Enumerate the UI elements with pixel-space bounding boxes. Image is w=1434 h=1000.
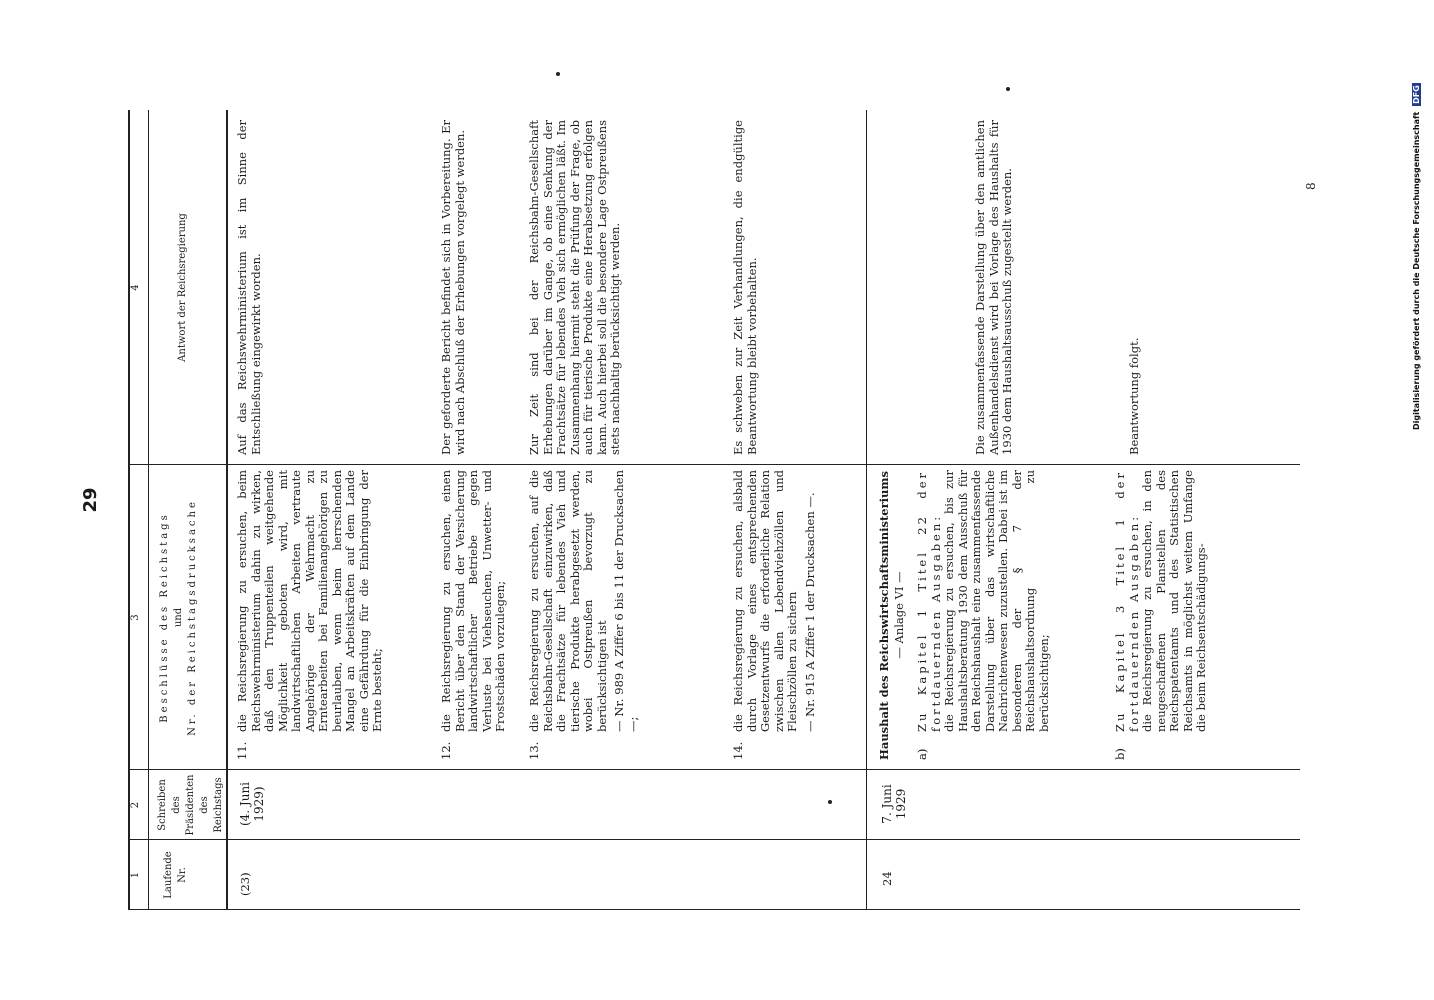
row-date: 7. Juni 1929: [880, 784, 908, 824]
entry-text: die Reichsregierung zu ersuchen, beim Reichswehrministerium dahin zu wirken, daß den Truppenteilen weitgehende Möglichkeit geboten wird, mit landwirtschaftlichen Arbeiten vertraute Angehörige der Wehrmacht zu Erntearbeiten bei Familienangehörigen zu beurlauben, wenn beim herrschenden Mangel an Arbeitskräften auf dem Lande eine Gefährdung für die Einbringung der Ernte besteht;: [235, 470, 384, 732]
answer-text: Zur Zeit sind bei der Reichsbahn-Gesellschaft Erhebungen darüber im Gange, ob eine Senkung der Frachtsätze für lebendes Vieh sich ermöglichen läßt. Im Zusammenhang hiermit steht die Prüfung der Frage, ob auch für tierische Produkte eine Herabsetzung erfolgen kann. Auch hierbei soll die besondere Lage Ostpreußens stets nachhaltig berücksichtigt werden.: [527, 120, 622, 455]
section-title: Haushalt des Reichswirtschaftsministeriums: [877, 470, 891, 760]
header-antwort: Antwort der Reichsregierung: [177, 213, 188, 362]
header-beschluesse: [158, 475, 200, 760]
digitization-credit: [1412, 10, 1421, 430]
col2-divider: [128, 769, 1300, 770]
header-schreiben: Schreiben des Präsidenten des Reichstags: [157, 774, 224, 836]
scan-speck: [556, 72, 560, 76]
col1-divider: [128, 839, 1300, 840]
entry-heading: Zu Kapitel 3 Titel 1 der fortdauernden Ausgaben:: [1113, 470, 1141, 732]
col3-divider: [128, 464, 1300, 465]
page-number: 29: [80, 487, 101, 513]
answer-text: Der geforderte Bericht befindet sich in Vorbereitung. Er wird nach Abschluß der Erhebungen vorgelegt werden.: [439, 120, 467, 455]
resolution-entry: [235, 470, 385, 760]
entry-letter: a): [915, 748, 929, 760]
resolution-entry: [439, 470, 508, 760]
entry-text: die Reichsregierung zu ersuchen, in den neugeschaffenen Planstellen des Reichspatentamts und des Statistischen Reichsamts in möglichst weitem Umfange die beim Reichsentschädigungs-: [1140, 470, 1208, 732]
col-number-1: 1: [130, 871, 141, 879]
entry-number: 11.: [235, 741, 249, 760]
credit-text: Digitalisierung gefördert durch die Deutsche Forschungsgemeinschaft: [1412, 111, 1421, 430]
resolutions-table: [128, 110, 1300, 910]
col-number-4: 4: [130, 284, 141, 291]
table-left-rule: [128, 909, 1300, 910]
resolution-entry: [731, 470, 817, 760]
section-subtitle: — Anlage VI —: [892, 571, 906, 659]
entry-heading: Zu Kapitel 1 Titel 22 der fortdauernden Ausgaben:: [915, 470, 943, 732]
dfg-logo: DFG: [1412, 85, 1421, 104]
colnum-rule: [148, 110, 149, 910]
row-lfd-number: 24: [880, 871, 894, 886]
header-beschluesse-line2: und: [173, 607, 184, 628]
entry-text: die Reichsregierung zu ersuchen, alsbald durch Vorlage eines entsprechenden Gesetzentwurfs die erforderliche Relation zwischen allen Lebendviehzöllen und Fleischzöllen zu sichern: [731, 470, 799, 732]
answer-text: Auf das Reichswehrministerium ist im Sinne der Entschließung eingewirkt worden.: [235, 120, 263, 455]
header-beschluesse-line1: Beschlüsse des Reichstags: [159, 512, 170, 723]
resolution-entry: [1113, 470, 1209, 760]
entry-text: die Reichsregierung zu ersuchen, auf die Reichsbahn-Gesellschaft einzuwirken, daß die Frachtsätze für lebendes Vieh und tierische Produkte herabgesetzt werden, wobei Ostpreußen bevorzugt zu berücksichtigen ist: [527, 470, 609, 732]
resolution-entry: [527, 470, 640, 760]
scan-speck: [1006, 87, 1010, 91]
col-number-2: 2: [130, 801, 141, 809]
entry-number: 13.: [527, 741, 541, 760]
entry-reference: — Nr. 989 A Ziffer 6 bis 11 der Drucksachen —;: [612, 470, 640, 732]
entry-number: 12.: [439, 741, 453, 760]
footer-number: 8: [1304, 182, 1318, 190]
row-divider: [866, 110, 867, 910]
entry-text: die Reichsregierung zu ersuchen, einen Bericht über den Stand der Versicherung landwirtschaftlicher Betriebe gegen Verluste bei Viehseuchen, Unwetter- und Frostschäden vorzulegen;: [439, 470, 507, 732]
answer-text: Es schweben zur Zeit Verhandlungen, die endgültige Beantwortung bleibt vorbehalten.: [731, 120, 759, 455]
col-number-3: 3: [130, 614, 141, 621]
header-beschluesse-line3: Nr. der Reichstagsdrucksache: [187, 499, 198, 736]
row-lfd-number: (23): [238, 872, 252, 896]
resolution-entry: [915, 470, 1051, 760]
header-rule: [226, 110, 228, 910]
header-lfd-nr: Laufende Nr.: [163, 851, 188, 899]
answer-text: Die zusammenfassende Darstellung über den amtlichen Außenhandelsdienst wird bei Vorlage des Haushalts für 1930 dem Haushaltsausschuß zugestellt werden.: [973, 120, 1014, 455]
entry-reference: — Nr. 915 A Ziffer 1 der Drucksachen —.: [802, 492, 817, 732]
row-date: (4. Juni 1929): [238, 781, 266, 827]
entry-number: 14.: [731, 741, 745, 760]
answer-text: Beantwortung folgt.: [1127, 337, 1141, 455]
entry-letter: b): [1113, 748, 1127, 760]
entry-text: die Reichsregierung zu ersuchen, bis zur Haushaltsberatung 1930 dem Ausschuß für den Reichshaushalt eine zusammenfassende Darstellung über das wirtschaftliche Nachrichtenwesen zuzustellen. Dabei ist im besonderen der § 7 der Reichshaushaltsordnung zu berücksichtigen;: [942, 470, 1051, 732]
